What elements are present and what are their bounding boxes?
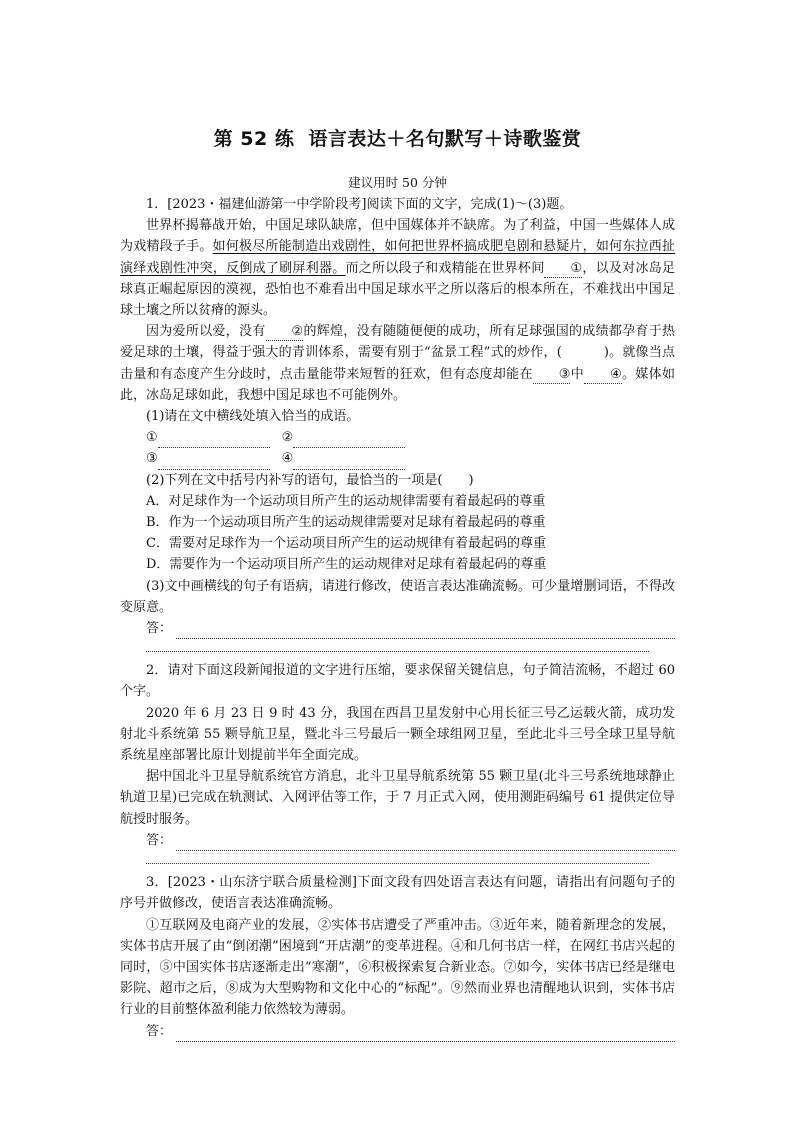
q2-paragraph-1: 2020 年 6 月 23 日 9 时 43 分，我国在西昌卫星发射中心用长征三号乙运载火箭，成功发射北斗系统第 55 颗导航卫星，暨北斗三号最后一颗全球组网卫星，至此北斗三号全球卫星导航系统星座部署比原计划提前半年全面完成。: [120, 705, 675, 764]
answer-label: 答：: [146, 832, 173, 848]
fill-item: ④: [282, 448, 406, 469]
fill-row-1: [120, 427, 675, 448]
q1-header: 1．[2023・福建仙游第一中学阶段考]阅读下面的文字，完成(1)～(3)题。: [146, 197, 573, 212]
answer-line[interactable]: [158, 454, 270, 470]
answer-label: 答：: [146, 621, 173, 637]
option-c[interactable]: C．需要对足球作为一个运动项目所产生的运动规律有着最起码的尊重: [146, 536, 546, 552]
q3-paragraph: ①互联网及电商产业的发展，②实体书店遭受了严重冲击。③近年来，随着新理念的发展，实体书店开展了由“倒闭潮”困境到“开店潮”的变革进程。④和几何书店一样，在网红书店兴起的同时，⑤中国实体书店逐渐走出“寒潮”，⑥积极探索复合新业态。⑦如今，实体书店已经是继电影院、超市之后，⑧成为大型购物和文化中心的“标配”。⑨然而业界也清醒地认识到，实体书店行业的目前整体盈利能力依然较为薄弱。: [120, 917, 675, 1018]
q1-blank-4: ④: [584, 367, 622, 384]
option-a[interactable]: A．对足球作为一个运动项目所产生的运动规律需要有着最起码的尊重: [146, 493, 546, 509]
q1-answer-row: [120, 618, 675, 639]
title-number: 第 52 练: [213, 128, 295, 150]
title-topic: 语言表达＋名句默写＋诗歌鉴赏: [308, 128, 582, 150]
q2-paragraph-2: 据中国北斗卫星导航系统官方消息，北斗卫星导航系统第 55 颗卫星(北斗三号系统地球静止轨道卫星)已完成在轨测试、入网评估等工作，于 7 月正式入网，使用测距码编号 61 提供定位导航授时服务。: [120, 769, 675, 827]
q1-blank-2: ②: [266, 324, 304, 341]
q1-underlined-sentence: 如何极尽所能制造出戏剧性，如何把世界杯搞成肥皂剧和悬疑片，如何东拉西扯演绎戏剧性冲突，反倒成了刷屏利器。: [120, 239, 675, 276]
option-d[interactable]: D．需要作为一个运动项目所产生的运动规律对足球有着最起码的尊重: [146, 557, 547, 573]
answer-label: 答：: [146, 1023, 173, 1039]
answer-line[interactable]: [146, 851, 649, 864]
fill-item: ①: [146, 427, 270, 448]
q1-sub-question-3: (3)文中画横线的句子有语病，请进行修改，使语言表达准确流畅。可少量增删词语，不得改变原意。: [120, 578, 675, 615]
page-title: [120, 126, 675, 152]
answer-line[interactable]: [176, 1026, 675, 1042]
answer-line[interactable]: [158, 432, 270, 448]
answer-line[interactable]: [176, 835, 675, 851]
q1-blank-1: ①: [544, 261, 582, 278]
worksheet-page: [120, 118, 675, 1042]
q1-sub-question-2: (2)下列在文中括号内补写的语句，最恰当的一项是( ): [146, 472, 474, 488]
q1-blank-3: ③: [533, 367, 571, 384]
answer-line[interactable]: [293, 432, 405, 448]
q2-answer-row: [120, 830, 675, 851]
answer-line[interactable]: [146, 639, 649, 652]
q2-header: 2．请对下面这段新闻报道的文字进行压缩，要求保留关键信息，句子简洁流畅，不超过 60 个字。: [120, 663, 675, 700]
fill-item: ②: [282, 427, 406, 448]
q1-paragraph-1: 世界杯揭幕战开始，中国足球队缺席，但中国媒体并不缺席。为了利益，中国一些媒体人成为戏精段子手。如何极尽所能制造出戏剧性，如何把世界杯搞成肥皂剧和悬疑片，如何东拉西扯演绎戏剧性冲突，反倒成了刷屏利器。而之所以段子和戏精能在世界杯间 ①，以及对冰岛足球真正崛起原因的漠视，恐怕也不难看出中国足球水平之所以落后的根本所在，不难找出中国足球土壤之所以贫瘠的源头。: [120, 218, 675, 319]
q1-paragraph-2: 因为爱所以爱，没有 ②的辉煌，没有随随便便的成功，所有足球强国的成绩都孕育于热爱足球的土壤，得益于强大的青训体系，需要有别于“盆景工程”式的炒作，( )。就像当点击量和有态度产生分歧时，点击量能带来短暂的狂欢，但有态度却能在 ③中 ④。媒体如此，冰岛足球如此，我想中国足球也不可能例外。: [120, 324, 675, 403]
answer-line[interactable]: [176, 623, 675, 639]
time-note: 建议用时 50 分钟: [348, 175, 447, 190]
answer-line[interactable]: [293, 454, 405, 470]
fill-row-2: [120, 448, 675, 469]
q3-answer-row: [120, 1021, 675, 1042]
option-b[interactable]: B．作为一个运动项目所产生的运动规律需要对足球有着最起码的尊重: [146, 515, 546, 531]
q1-sub-question-1: (1)请在文中横线处填入恰当的成语。: [146, 409, 360, 425]
q3-header: 3．[2023・山东济宁联合质量检测]下面文段有四处语言表达有问题，请指出有问题句子的序号并做修改，使语言表达准确流畅。: [120, 875, 675, 912]
fill-item: ③: [146, 448, 270, 469]
